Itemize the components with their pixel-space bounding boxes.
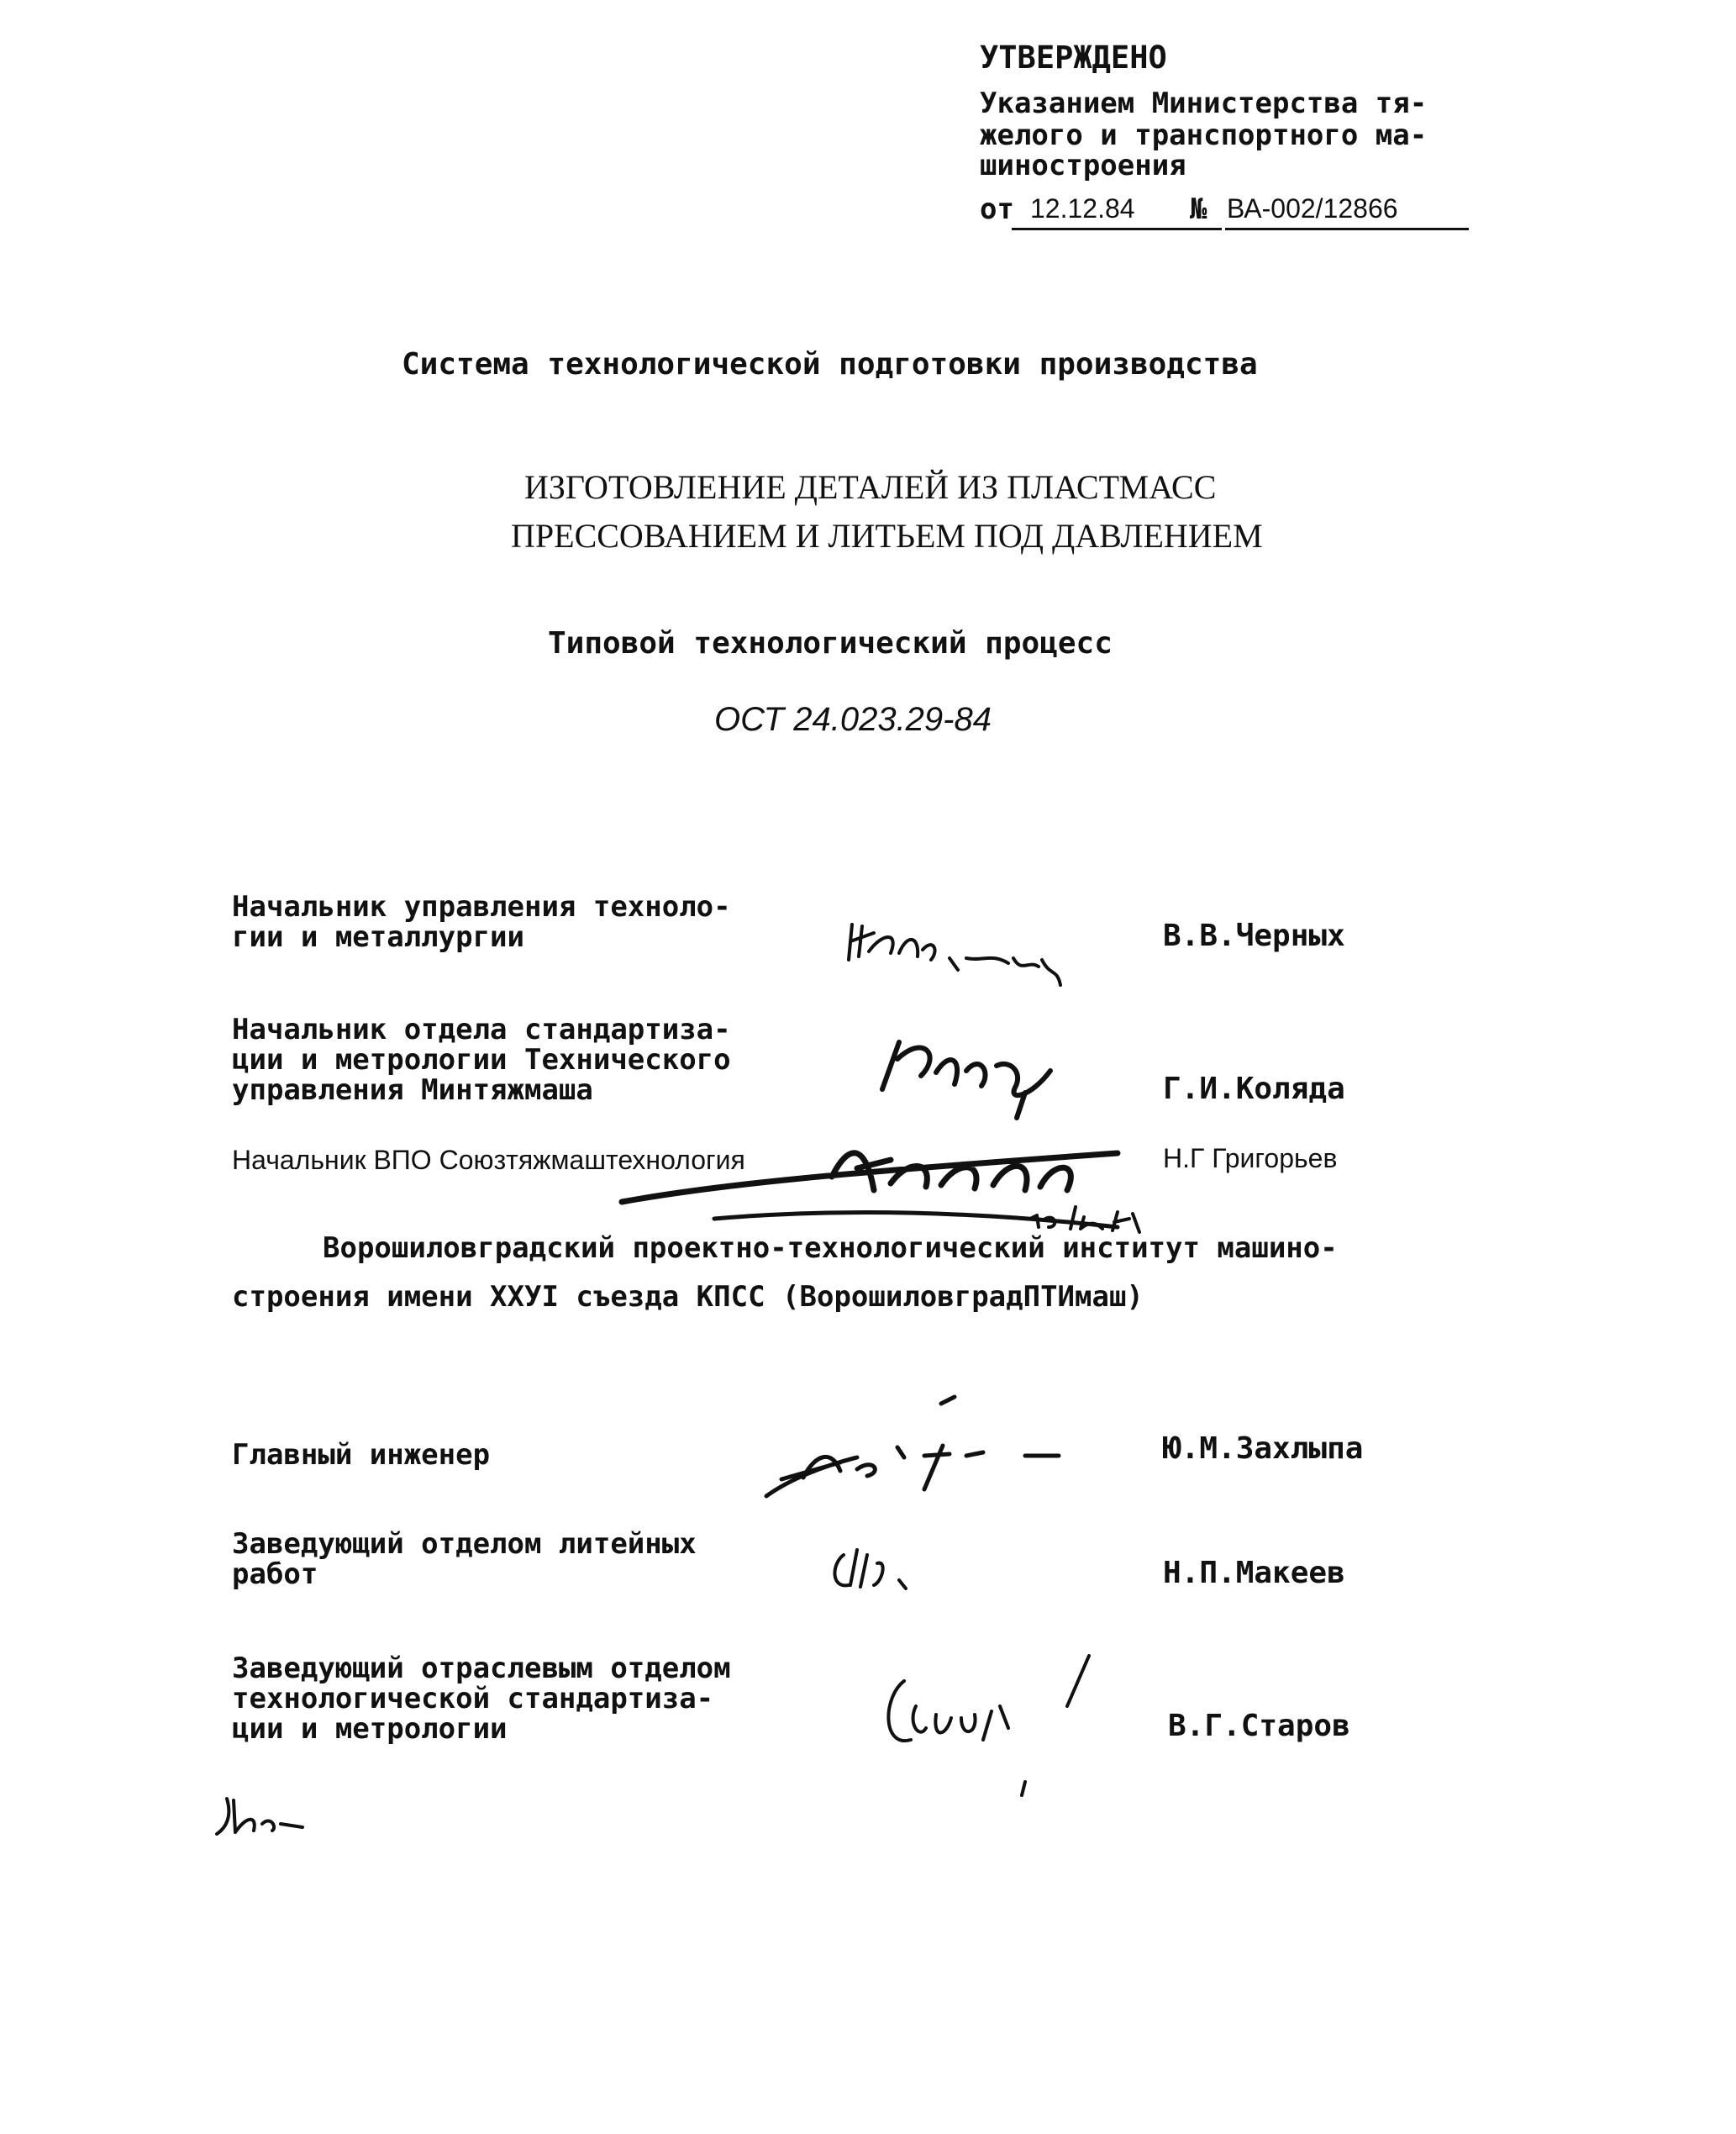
date-underline [1012, 228, 1222, 230]
number-underline [1225, 228, 1469, 230]
standard-number: ОСТ 24.023.29-84 [714, 701, 992, 738]
approval-line-1: Указанием Министерства тя- [980, 87, 1428, 120]
approval-number: ВА-002/12866 [1227, 193, 1398, 224]
approval-date: 12.12.84 [1030, 193, 1135, 224]
system-title: Система технологической подготовки производства [402, 347, 1258, 382]
signature-date-note [1025, 1193, 1176, 1236]
signature-initials [210, 1790, 319, 1841]
institute-line-2: строения имени XXУI съезда КПСС (ВорошиловградПТИмаш) [232, 1280, 1144, 1314]
signatory-name: Н.Г Григорьев [1163, 1143, 1338, 1173]
institute-line-1: Ворошиловградский проектно-технологический институт машино- [323, 1231, 1338, 1265]
signature-makeev [823, 1538, 958, 1597]
signatory-position-line: технологической стандартиза- [232, 1682, 714, 1715]
process-type: Типовой технологический процесс [548, 626, 1113, 661]
signatory-name: Г.И.Коляда [1163, 1072, 1345, 1106]
signatory-position-line: Заведующий отраслевым отделом [232, 1652, 731, 1685]
document-title-line-2: ПРЕССОВАНИЕМ И ЛИТЬЕМ ПОД ДАВЛЕНИЕМ [511, 517, 1263, 555]
signature-starov [874, 1647, 1126, 1799]
signatory-position-line: гии и металлургии [232, 920, 524, 954]
approval-from-label: от [980, 192, 1014, 226]
signatory-name: Ю.М.Захлыпа [1163, 1431, 1364, 1466]
signature-chernykh [840, 908, 1092, 1000]
approval-line-3: шиностроения [980, 149, 1186, 182]
signatory-name: Н.П.Макеев [1163, 1556, 1345, 1590]
approval-line-2: желого и транспортного ма- [980, 119, 1428, 152]
signatory-position-line: Начальник ВПО Союзтяжмаштехнология [232, 1145, 745, 1175]
signatory-name: В.Г.Старов [1168, 1709, 1350, 1743]
approval-number-label: № [1190, 192, 1207, 226]
document-title-line-1: ИЗГОТОВЛЕНИЕ ДЕТАЛЕЙ ИЗ ПЛАСТМАСС [524, 468, 1217, 506]
approval-heading: УТВЕРЖДЕНО [980, 40, 1167, 76]
signatory-position-line: ции и метрологии Технического [232, 1043, 731, 1077]
signature-zakhlypa [756, 1395, 1092, 1504]
signatory-name: В.В.Черных [1163, 919, 1345, 953]
signatory-position-line: Главный инженер [232, 1438, 491, 1472]
signatory-position-line: Начальник отдела стандартиза- [232, 1013, 731, 1046]
signatory-position-line: Начальник управления техноло- [232, 890, 731, 924]
signatory-position-line: работ [232, 1557, 318, 1591]
signatory-position-line: ции и метрологии [232, 1712, 508, 1746]
signatory-position-line: управления Минтяжмаша [232, 1073, 593, 1107]
signatory-position-line: Заведующий отделом литейных [232, 1527, 697, 1561]
